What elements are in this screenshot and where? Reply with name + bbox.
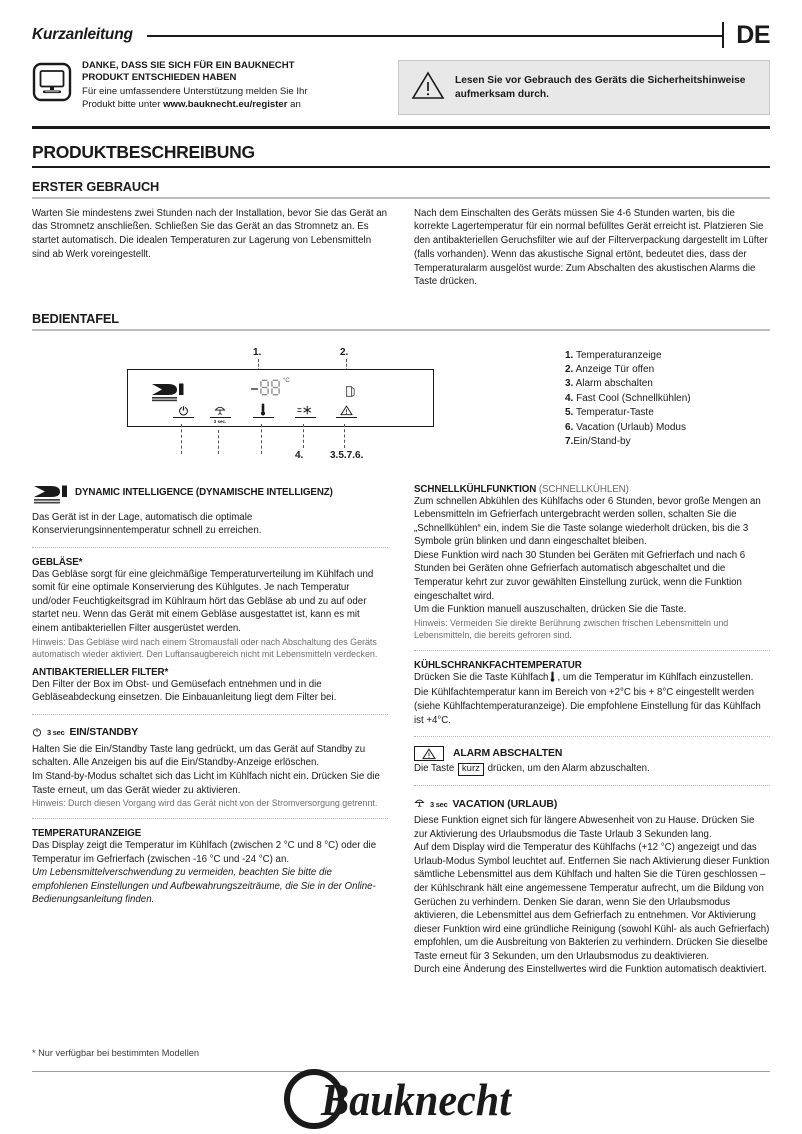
- leader-vacation: [218, 430, 219, 454]
- feature-column-left: [32, 484, 388, 977]
- vacation-title: VACATION (URLAUB): [452, 798, 558, 810]
- header-bottom-rule: [32, 126, 770, 129]
- separator: [414, 785, 770, 786]
- alarm-off-title: ALARM ABSCHALTEN: [453, 748, 563, 760]
- warning-line2: aufmerksam durch.: [455, 88, 549, 100]
- di-logo-icon: [32, 484, 70, 511]
- vacation-sec-label: 3 sec: [430, 799, 448, 809]
- legend-item: [565, 349, 770, 363]
- callout-1: 1.: [253, 346, 262, 358]
- thanks-body-line1: Für eine umfassendere Unterstützung melden Sie Ihr: [82, 85, 308, 97]
- legend-label: Vacation (Urlaub) Modus: [576, 421, 686, 433]
- callout-bottom-row: [127, 442, 537, 461]
- register-url[interactable]: www.bauknecht.eu/register: [163, 99, 288, 111]
- vacation-body-2: Auf dem Display wird die Temperatur des Kühlfachs (+12 °C) angezeigt und das Urlaub-Modus Symbol leuchtet auf. Entfernen Sie nach Aktivierung dieser Funktion sämtliche Lebensmittel aus dem Kühlfach und halten Sie die Türen geschlossen – der Kühlschrank hält eine angemessene Temperatur aufrecht, um die Bildung von Gerüchen zu verhindern. Denken Sie daran, wenn Sie den Urlaubsmodus aktivieren, die Lebensmittel aus dem Gefrierfach zu entnehmen. Vor Aktivierung dieser Funktion wird eine gründliche Reinigung (sowohl Kühl- als auch Gefrierfach) empfohlen, um die Ausbreitung von Bakterien zu verhindern. Drücken Sie dieselbe Taste erneut für 3 Sekunden, um den Urlaubsmodus zu deaktivieren.: [414, 842, 770, 962]
- temperature-underline: [253, 417, 274, 418]
- callout-top-row: [127, 347, 537, 369]
- legend-item: [565, 421, 770, 435]
- safety-warning-box: [398, 60, 770, 115]
- separator: [32, 818, 388, 819]
- legend-num: 2.: [565, 363, 574, 375]
- leader-standby: [181, 424, 182, 454]
- standby-note: Hinweis: Durch diesen Vorgang wird das Gerät nicht von der Stromversorgung getrennt.: [32, 798, 378, 809]
- legend-label: Temperatur-Taste: [575, 407, 654, 419]
- fridge-temp-body: [414, 671, 770, 727]
- legend-num: 7.: [565, 435, 574, 447]
- standby-head: [32, 724, 388, 742]
- section-title-rule: [32, 166, 770, 168]
- display-minus-sign: [251, 388, 258, 390]
- separator: [414, 650, 770, 651]
- header-divider-line: [147, 35, 723, 37]
- fast-cool-title: [414, 484, 770, 495]
- kurz-button[interactable]: kurz: [458, 763, 484, 776]
- antibacterial-filter-title: ANTIBAKTERIELLER FILTER*: [32, 666, 169, 678]
- leader-temperature: [261, 424, 262, 454]
- standby-sec-label: 3 sec: [47, 728, 65, 738]
- standby-body-2: Im Stand-by-Modus schaltet sich das Licht im Kühlfach nicht ein. Drücken Sie die Taste erneut, um das Gerät wieder zu aktivieren.: [32, 770, 380, 796]
- panel-button-vacation[interactable]: [207, 403, 233, 424]
- panel-display-box: [127, 369, 434, 427]
- control-panel-diagram: [127, 347, 537, 462]
- callout-4: 4.: [295, 449, 304, 461]
- legend-label: Ein/Stand-by: [573, 435, 631, 447]
- warning-triangle-icon: [411, 70, 445, 105]
- temperature-display-body: Das Display zeigt die Temperatur im Kühlfach (zwischen 2 °C und 8 °C) oder die Temperatur im Gefrierfach (zwischen -16 °C und -24 °C) an.: [32, 840, 377, 865]
- display-digit-2: [271, 379, 280, 396]
- panel-button-alarm[interactable]: [333, 403, 359, 418]
- legend-label: Anzeige Tür offen: [575, 363, 655, 375]
- standby-underline: [173, 417, 194, 418]
- door-open-icon: [346, 384, 355, 402]
- separator: [32, 547, 388, 548]
- monitor-icon: [32, 60, 76, 107]
- document-type-title: Kurzanleitung: [32, 26, 133, 43]
- thanks-title-line2: PRODUKT ENTSCHIEDEN HABEN: [82, 72, 237, 84]
- first-use-left-text: Warten Sie mindestens zwei Stunden nach der Installation, bevor Sie das Gerät an das Stromnetz anschließen. Schließen Sie das Gerät an das Stromnetz an. Es startet automatisch. Die idealen Temperaturen zur Lagerung von Lebensmitteln sind ab Werk voreingestellt.: [32, 207, 388, 260]
- dynamic-intelligence-body: Das Gerät ist in der Lage, automatisch die optimale Konservierungsinnentemperatur schnell zu erreichen.: [32, 511, 262, 537]
- page-header: [32, 0, 770, 48]
- fast-cool-body-1: Zum schnellen Abkühlen des Kühlfachs oder 6 Stunden, bevor große Mengen an Lebensmitteln im Gefrierfach untergebracht werden sollen, schalten Sie die „Schnellkühlen“ ein, indem Sie die Taste solange wiederholt drücken, bis die 3 Symbole grün blinken und dann eingeschaltet bleiben.: [414, 495, 761, 548]
- callout-3576: 3.5.7.6.: [330, 449, 364, 461]
- header-divider-tick: [722, 22, 724, 48]
- panel-button-row: [128, 403, 433, 426]
- legend-num: 5.: [565, 407, 574, 419]
- first-use-columns: [32, 207, 770, 290]
- fan-note: Hinweis: Das Gebläse wird nach einem Stromausfall oder nach Abschaltung des Geräts automatisch wieder aktiviert. Den Luftansaugbereich nicht mit Lebensmitteln verdecken.: [32, 636, 378, 659]
- fast-cool-snowflake-icon: [292, 403, 318, 416]
- legend-label: Alarm abschalten: [575, 378, 653, 390]
- separator: [32, 714, 388, 715]
- fast-cool-underline: [295, 417, 316, 418]
- panel-button-fast-cool[interactable]: [292, 403, 318, 418]
- legend-num: 3.: [565, 378, 574, 390]
- register-post-text: an: [287, 99, 301, 111]
- vacation-head: [414, 795, 770, 813]
- vacation-body-3: Durch eine Änderung des Einstellwertes wird die Funktion automatisch deaktiviert.: [414, 964, 767, 976]
- thanks-title-line1: DANKE, DASS SIE SICH FÜR EIN BAUKNECHT: [82, 60, 295, 71]
- panel-button-standby[interactable]: [170, 403, 196, 418]
- dynamic-intelligence-head: [32, 484, 388, 511]
- callout-2: 2.: [340, 346, 349, 358]
- antibacterial-filter-body: Den Filter der Box im Obst- und Gemüsefach entnehmen und in die Gebläseabdeckung einsetzen. Die Einbauanleitung liegt dem Filter bei.: [32, 678, 337, 704]
- power-standby-icon: [32, 724, 42, 742]
- fast-cool-body-3: Um die Funktion manuell auszuschalten, drücken Sie die Taste.: [414, 604, 687, 616]
- legend-item: [565, 377, 770, 391]
- legend-item: [565, 363, 770, 377]
- fridge-temp-post: , um die Temperatur im Kühlfach einzustellen. Die Kühlfachtemperatur kann im Bereich von +2°C bis + 8°C eingestellt werden (siehe Kühlfachtemperaturanzeige). Die empfohlene Einstellung für das Kühlfach ist +4°C.: [414, 671, 761, 726]
- control-panel-area: [32, 347, 770, 462]
- first-use-right-text: Nach dem Einschalten des Geräts müssen Sie 4-6 Stunden warten, bis die korrekte Lagertemperatur für ein normal befülltes Gerät erreicht ist. Platzieren Sie den antibakteriellen Geruchsfilter wie auf der Filterverpackung dargestellt im Lüfter (falls vorhanden). Wenn das akustische Signal ertönt, bedeutet dies, dass der Temperaturalarm ausgelöst wurde: Zum Abschalten des akustischen Alarms die Taste drücken.: [414, 207, 768, 288]
- thanks-body-line2: [82, 99, 382, 112]
- brand-logo: [0, 1068, 802, 1130]
- fan-body: Das Gebläse sorgt für eine gleichmäßige Temperaturverteilung im Kühlfach und somit für eine optimale Konservierung des Kühlgutes. Je nach Temperatur und/oder Feuchtigkeitsgrad im Kühlraum hört das Gebläse ab und zu auf oder startet neu. Wenn das Gerät mit einem Gebläse ausgestattet ist, kann es mit einem antibakteriellen Filter ausgerüstet werden.: [32, 568, 374, 635]
- vacation-sec-label: 3 sec.: [213, 418, 227, 424]
- display-digit-1: [260, 379, 269, 396]
- register-pre-text: Produkt bitte unter: [82, 99, 164, 111]
- subsection-control-panel-rule: [32, 329, 770, 331]
- leader-fast-cool: [303, 424, 304, 448]
- standby-body-1: Halten Sie die Ein/Standby Taste lang gedrückt, um das Gerät auf Standby zu schalten. Alle Anzeigen bis auf die Ein/Standby-Anzeige erlöschen.: [32, 743, 366, 769]
- vacation-icon: [207, 403, 233, 416]
- page-title: PRODUKTBESCHREIBUNG: [32, 142, 255, 162]
- vacation-icon: [414, 795, 425, 813]
- temperature-display-italic-note: Um Lebensmittelverschwendung zu vermeiden, beachten Sie bitte die empfohlenen Einstellungen und Aufbewahrungszeiträume, die Sie in der Online-Bedienungsanleitung finden.: [32, 867, 376, 906]
- fast-cool-title-bold: SCHNELLKÜHLFUNKTION: [414, 483, 537, 495]
- legend-num: 1.: [565, 349, 574, 361]
- fast-cool-body-2: Diese Funktion wird nach 30 Stunden bei Geräten mit Gefrierfach und nach 6 Stunden bei Geräten ohne Gefrierfach automatisch abgeschaltet und die Temperatur kehrt zur zuvor gewählten Einstellung zurück, wenn die Funktion eingeschaltet wird.: [414, 549, 746, 602]
- panel-button-temperature[interactable]: [250, 403, 276, 418]
- fan-title: GEBLÄSE*: [32, 556, 83, 568]
- alarm-off-body: [414, 762, 770, 776]
- feature-column-right: [414, 484, 770, 977]
- alarm-triangle-icon: [333, 403, 359, 416]
- intro-row: [32, 60, 770, 115]
- standby-title: EIN/STANDBY: [69, 727, 139, 739]
- alarm-off-post: drücken, um den Alarm abzuschalten.: [487, 763, 650, 775]
- fast-cool-title-light: (SCHNELLKÜHLEN): [538, 483, 629, 495]
- temperature-display-title: TEMPERATURANZEIGE: [32, 828, 142, 840]
- warning-line1: Lesen Sie vor Gebrauch des Geräts die Sicherheitshinweise: [455, 75, 746, 87]
- thermometer-icon: [550, 671, 555, 687]
- legend-item: [565, 435, 770, 449]
- power-standby-icon: [170, 403, 196, 416]
- vacation-body-1: Diese Funktion eignet sich für längere Abwesenheit von zu Hause. Drücken Sie zur Aktivierung des Urlaubsmodus die Taste Urlaub 3 Sekunden lang.: [414, 815, 755, 840]
- feature-columns: [32, 484, 770, 977]
- legend-item: [565, 392, 770, 406]
- dynamic-intelligence-title: DYNAMIC INTELLIGENCE (DYNAMISCHE INTELLIGENZ): [75, 486, 333, 498]
- subsection-first-use-title: ERSTER GEBRAUCH: [32, 179, 160, 194]
- vacation-underline: [210, 417, 231, 418]
- separator: [414, 736, 770, 737]
- alarm-off-head: [414, 746, 770, 761]
- fast-cool-note: Hinweis: Vermeiden Sie direkte Berührung zwischen frischen Lebensmitteln und Lebensmitteln, die bereits gefroren sind.: [414, 617, 729, 640]
- language-code: DE: [736, 20, 770, 49]
- legend-num: 4.: [565, 392, 574, 404]
- display-unit-label: °C: [283, 377, 290, 384]
- thanks-block: [82, 60, 382, 112]
- legend-label: Temperaturanzeige: [575, 349, 662, 361]
- legend-num: 6.: [565, 421, 574, 433]
- alarm-triangle-icon: [414, 746, 444, 761]
- alarm-underline: [336, 417, 357, 418]
- subsection-control-panel-title: BEDIENTAFEL: [32, 311, 119, 327]
- control-panel-legend: [537, 347, 770, 462]
- legend-item: [565, 406, 770, 420]
- fridge-temp-title: KÜHLSCHRANKFACHTEMPERATUR: [414, 659, 582, 671]
- subsection-first-use-rule: [32, 197, 770, 199]
- temperature-display: [251, 379, 290, 396]
- leader-alarm: [344, 424, 345, 448]
- svg-text:Bauknecht: Bauknecht: [320, 1074, 513, 1125]
- bauknecht-logo-icon: [281, 1068, 521, 1130]
- alarm-off-pre: Die Taste: [414, 763, 455, 775]
- thermometer-icon: [250, 403, 276, 416]
- fridge-temp-pre: Drücken Sie die Taste Kühlfach: [414, 671, 549, 683]
- legend-label: Fast Cool (Schnellkühlen): [576, 392, 691, 404]
- footnote: * Nur verfügbar bei bestimmten Modellen: [32, 1048, 199, 1058]
- warning-text: [455, 74, 745, 101]
